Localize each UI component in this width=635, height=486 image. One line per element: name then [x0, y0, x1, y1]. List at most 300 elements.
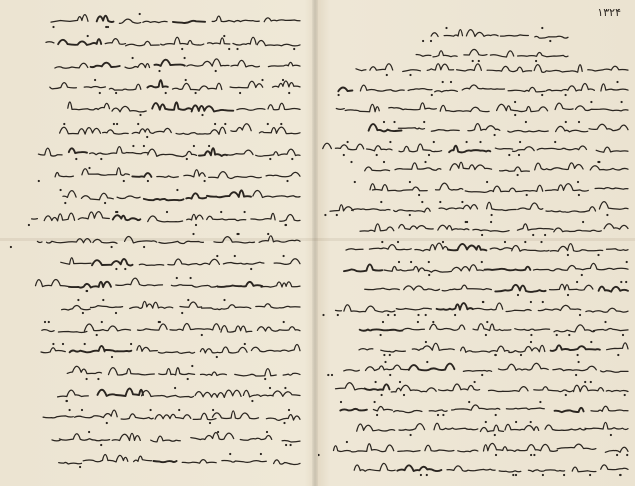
diacritic-dot: [214, 123, 216, 125]
diacritic-dot: [124, 268, 126, 270]
handwriting-stroke: [50, 83, 77, 89]
diacritic-dot: [512, 474, 514, 476]
diacritic-dot: [380, 334, 382, 336]
handwriting-stroke: [473, 324, 511, 331]
handwriting-stroke: [235, 369, 276, 376]
diacritic-dot: [420, 474, 422, 476]
handwriting-stroke: [506, 408, 544, 409]
handwriting-stroke: [257, 41, 300, 46]
diacritic-dot: [184, 57, 186, 59]
diacritic-dot: [322, 314, 324, 316]
diacritic-dot: [318, 454, 320, 456]
diacritic-dot: [116, 211, 118, 213]
handwriting-stroke: [98, 388, 144, 396]
handwriting-stroke: [134, 456, 152, 461]
diacritic-dot: [251, 400, 253, 402]
handwriting-stroke: [223, 262, 264, 264]
handwriting-stroke: [366, 365, 409, 370]
diacritic-dot: [530, 454, 532, 456]
handwriting-stroke: [591, 406, 628, 411]
diacritic-dot: [606, 214, 608, 216]
handwriting-stroke: [601, 371, 629, 372]
handwriting-stroke: [607, 343, 628, 350]
diacritic-dot: [381, 241, 383, 243]
handwriting-stroke: [231, 124, 251, 132]
handwriting-stroke: [489, 387, 529, 392]
diacritic-dot: [340, 401, 342, 403]
handwriting-stroke: [266, 172, 300, 176]
handwriting-stroke: [534, 265, 583, 270]
diacritic-dot: [99, 92, 101, 94]
diacritic-dot: [102, 299, 104, 301]
handwriting-stroke: [230, 81, 263, 88]
diacritic-dot: [582, 221, 584, 223]
diacritic-dot: [482, 301, 484, 303]
handwriting-stroke: [83, 454, 128, 461]
diacritic-dot: [590, 101, 592, 103]
handwriting-stroke: [554, 228, 602, 232]
diacritic-dot: [589, 474, 591, 476]
handwriting-stroke: [41, 348, 65, 353]
handwriting-stroke: [500, 35, 528, 36]
diacritic-dot: [563, 474, 565, 476]
diacritic-dot: [626, 454, 628, 456]
diacritic-dot: [158, 321, 160, 323]
diacritic-dot: [220, 211, 222, 213]
handwriting-stroke: [344, 370, 360, 371]
diacritic-dot: [590, 341, 592, 343]
handwriting-stroke: [551, 345, 600, 351]
diacritic-dot: [123, 180, 125, 182]
handwriting-stroke: [506, 310, 531, 312]
handwriting-stroke: [466, 30, 498, 37]
diacritic-dot: [193, 145, 195, 147]
handwriting-stroke: [240, 436, 271, 441]
diacritic-dot: [535, 60, 537, 62]
diacritic-dot: [158, 70, 160, 72]
handwriting-stroke: [52, 440, 60, 441]
diacritic-dot: [115, 312, 117, 314]
handwriting-stroke: [202, 305, 251, 310]
diacritic-dot: [139, 114, 141, 116]
handwriting-stroke: [84, 87, 105, 88]
diacritic-dot: [267, 233, 269, 235]
diacritic-dot: [576, 281, 578, 283]
handwriting-stroke: [60, 127, 101, 134]
left-page: [0, 0, 312, 486]
handwriting-stroke: [537, 146, 586, 150]
diacritic-dot: [399, 381, 401, 383]
handwriting-stroke: [399, 424, 425, 431]
handwriting-stroke: [336, 383, 365, 390]
diacritic-dot: [52, 26, 54, 28]
diacritic-dot: [442, 414, 444, 416]
diacritic-dot: [66, 400, 68, 402]
diacritic-dot: [293, 48, 295, 50]
handwriting-stroke: [546, 207, 596, 213]
diacritic-dot: [48, 321, 50, 323]
handwriting-stroke: [607, 249, 629, 251]
diacritic-dot: [620, 281, 622, 283]
diacritic-dot: [616, 81, 618, 83]
handwriting-stroke: [207, 216, 246, 220]
handwriting-stroke: [418, 268, 451, 272]
handwriting-stroke: [261, 282, 300, 287]
handwriting-stroke: [228, 150, 254, 155]
diacritic-dot: [565, 121, 567, 123]
handwriting-stroke: [112, 433, 140, 440]
handwriting-stroke: [473, 303, 503, 310]
handwriting-stroke: [105, 39, 125, 45]
diacritic-dot: [104, 202, 106, 204]
handwriting-stroke: [546, 83, 594, 91]
diacritic-dot: [261, 79, 263, 81]
diacritic-dot: [100, 158, 102, 160]
handwriting-stroke: [599, 287, 628, 292]
handwriting-stroke: [397, 465, 441, 471]
diacritic-dot: [82, 312, 84, 314]
handwriting-stroke: [55, 63, 88, 68]
handwriting-stroke: [58, 390, 89, 397]
handwriting-stroke: [585, 422, 628, 429]
diacritic-dot: [481, 261, 483, 263]
diacritic-dot: [191, 365, 193, 367]
diacritic-dot: [291, 158, 293, 160]
diacritic-dot: [338, 94, 340, 96]
diacritic-dot: [185, 79, 187, 81]
handwriting-stroke: [365, 288, 400, 289]
handwriting-stroke: [447, 466, 495, 471]
handwriting-stroke: [545, 425, 586, 430]
handwriting-stroke: [370, 64, 393, 70]
diacritic-dot: [354, 181, 356, 183]
diacritic-dot: [63, 123, 65, 125]
handwriting-stroke: [493, 185, 543, 191]
diacritic-dot: [491, 214, 493, 216]
handwriting-stroke: [394, 410, 422, 412]
left-page-lines: [10, 13, 300, 468]
diacritic-dot: [115, 92, 117, 94]
diacritic-dot: [174, 387, 176, 389]
handwriting-stroke: [340, 409, 367, 411]
handwriting-stroke: [158, 352, 194, 354]
diacritic-dot: [100, 444, 102, 446]
diacritic-dot: [38, 180, 40, 182]
handwriting-stroke: [457, 64, 482, 71]
handwriting-stroke: [430, 324, 465, 330]
diacritic-dot: [520, 354, 522, 356]
diacritic-dot: [622, 334, 624, 336]
diacritic-dot: [610, 434, 612, 436]
diacritic-dot: [624, 394, 626, 396]
diacritic-dot: [425, 314, 427, 316]
handwriting-stroke: [360, 329, 403, 330]
handwriting-stroke: [51, 15, 88, 23]
handwriting-stroke: [517, 224, 553, 230]
handwriting-stroke: [151, 436, 181, 442]
handwriting-stroke: [68, 102, 110, 110]
handwriting-stroke: [438, 225, 469, 230]
diacritic-dot: [410, 261, 412, 263]
handwriting-stroke: [256, 304, 300, 308]
handwriting-stroke: [605, 447, 628, 452]
handwriting-stroke: [38, 148, 62, 156]
handwriting-stroke: [251, 213, 275, 220]
diacritic-dot: [450, 81, 452, 83]
handwriting-stroke: [231, 60, 259, 67]
diacritic-dot: [598, 161, 600, 163]
handwriting-stroke: [137, 346, 157, 352]
handwriting-stroke: [147, 80, 167, 87]
diacritic-dot: [494, 354, 496, 356]
diacritic-dot: [132, 145, 134, 147]
handwriting-stroke: [512, 245, 549, 251]
diacritic-dot: [64, 202, 66, 204]
diacritic-dot: [417, 314, 419, 316]
handwriting-stroke: [259, 236, 300, 242]
diacritic-dot: [426, 474, 428, 476]
handwriting-stroke: [186, 193, 206, 198]
handwriting-stroke: [606, 390, 628, 391]
diacritic-dot: [519, 141, 521, 143]
diacritic-dot: [556, 334, 558, 336]
diacritic-dot: [445, 27, 447, 29]
handwriting-stroke: [555, 408, 584, 412]
diacritic-dot: [284, 387, 286, 389]
header-date: ۱۳۲۴: [597, 6, 621, 19]
left-page-handwriting: [0, 0, 312, 486]
diacritic-dot: [204, 180, 206, 182]
handwriting-stroke: [334, 446, 351, 452]
handwriting-stroke: [398, 451, 420, 452]
handwriting-stroke: [429, 410, 447, 411]
diacritic-dot: [486, 321, 488, 323]
diacritic-dot: [517, 294, 519, 296]
handwriting-stroke: [439, 384, 480, 391]
handwriting-stroke: [139, 264, 163, 265]
handwriting-stroke: [44, 213, 74, 221]
handwriting-stroke: [243, 390, 273, 397]
diacritic-dot: [541, 94, 543, 96]
handwriting-stroke: [221, 326, 252, 333]
diacritic-dot: [234, 255, 236, 257]
diacritic-dot: [269, 158, 271, 160]
handwriting-stroke: [335, 144, 363, 150]
diacritic-dot: [495, 414, 497, 416]
diacritic-dot: [524, 241, 526, 243]
diacritic-dot: [544, 234, 546, 236]
handwriting-stroke: [148, 216, 183, 222]
diacritic-dot: [282, 79, 284, 81]
handwriting-stroke: [142, 391, 194, 398]
diacritic-dot: [236, 48, 238, 50]
diacritic-dot: [384, 361, 386, 363]
diacritic-dot: [286, 180, 288, 182]
handwriting-stroke: [601, 465, 628, 470]
diacritic-dot: [343, 154, 345, 156]
handwriting-stroke: [465, 191, 493, 193]
handwriting-stroke: [408, 89, 432, 91]
right-page: [318, 0, 635, 486]
handwriting-stroke: [365, 167, 390, 171]
handwriting-stroke: [78, 212, 109, 220]
handwriting-stroke: [508, 87, 545, 91]
handwriting-stroke: [346, 249, 363, 250]
diacritic-dot: [433, 141, 435, 143]
diacritic-dot: [617, 354, 619, 356]
diacritic-dot: [565, 394, 567, 396]
diacritic-dot: [176, 189, 178, 191]
handwriting-stroke: [463, 371, 491, 372]
diacritic-dot: [106, 422, 108, 424]
diacritic-dot: [132, 57, 134, 59]
diacritic-dot: [442, 241, 444, 243]
diacritic-dot: [111, 356, 113, 358]
diacritic-dot: [375, 381, 377, 383]
diacritic-dot: [187, 378, 189, 380]
diacritic-dot: [176, 277, 178, 279]
diacritic-dot: [143, 246, 145, 248]
diacritic-dot: [530, 301, 532, 303]
handwriting-stroke: [509, 345, 545, 352]
handwriting-stroke: [434, 423, 478, 430]
handwriting-stroke: [409, 364, 455, 371]
diacritic-dot: [421, 201, 423, 203]
diacritic-dot: [327, 374, 329, 376]
diacritic-dot: [517, 174, 519, 176]
diacritic-dot: [269, 387, 271, 389]
handwriting-stroke: [403, 70, 421, 72]
diacritic-dot: [146, 136, 148, 138]
handwriting-stroke: [433, 51, 457, 57]
handwriting-stroke: [264, 18, 300, 22]
handwriting-stroke: [152, 102, 191, 109]
diacritic-dot: [472, 60, 474, 62]
handwriting-stroke: [113, 215, 141, 220]
diacritic-dot: [288, 92, 290, 94]
diacritic-dot: [223, 299, 225, 301]
diacritic-dot: [383, 121, 385, 123]
handwriting-stroke: [535, 36, 568, 38]
handwriting-stroke: [37, 241, 42, 242]
diacritic-dot: [485, 334, 487, 336]
handwriting-stroke: [452, 405, 500, 410]
diacritic-dot: [187, 299, 189, 301]
handwriting-stroke: [508, 130, 548, 132]
handwriting-stroke: [105, 350, 131, 351]
handwriting-stroke: [109, 147, 148, 154]
handwriting-stroke: [389, 103, 437, 110]
diacritic-dot: [474, 381, 476, 383]
diacritic-dot: [461, 201, 463, 203]
diacritic-dot: [201, 114, 203, 116]
handwriting-stroke: [112, 106, 146, 112]
handwriting-stroke: [199, 148, 227, 156]
diacritic-dot: [530, 421, 532, 423]
handwriting-stroke: [173, 83, 222, 90]
handwriting-stroke: [442, 285, 491, 291]
diacritic-dot: [381, 394, 383, 396]
handwriting-stroke: [589, 124, 628, 130]
diacritic-dot: [178, 409, 180, 411]
handwriting-stroke: [109, 84, 140, 90]
diacritic-dot: [409, 214, 411, 216]
handwriting-stroke: [42, 330, 54, 332]
diacritic-dot: [625, 281, 627, 283]
diacritic-dot: [229, 453, 231, 455]
handwriting-stroke: [132, 128, 171, 133]
diacritic-dot: [137, 123, 139, 125]
diacritic-dot: [337, 314, 339, 316]
diacritic-dot: [418, 194, 420, 196]
handwriting-stroke: [487, 66, 531, 71]
handwriting-stroke: [117, 196, 140, 198]
diacritic-dot: [376, 414, 378, 416]
diacritic-dot: [107, 26, 109, 28]
diacritic-dot: [288, 409, 290, 411]
diacritic-dot: [579, 314, 581, 316]
diacritic-dot: [224, 123, 226, 125]
handwriting-stroke: [396, 308, 431, 310]
diacritic-dot: [77, 299, 79, 301]
handwriting-stroke: [461, 346, 510, 352]
handwriting-stroke: [450, 162, 492, 170]
diacritic-dot: [267, 123, 269, 125]
handwriting-stroke: [251, 345, 300, 352]
handwriting-stroke: [545, 184, 588, 191]
diacritic-dot: [139, 13, 141, 15]
diacritic-dot: [597, 254, 599, 256]
diacritic-dot: [86, 378, 88, 380]
handwriting-stroke: [282, 440, 300, 442]
handwriting-stroke: [604, 224, 628, 229]
handwriting-stroke: [125, 236, 157, 242]
handwriting-stroke: [437, 303, 473, 310]
diacritic-dot: [542, 474, 544, 476]
handwriting-stroke: [180, 302, 202, 307]
diacritic-dot: [260, 453, 262, 455]
diacritic-dot: [567, 254, 569, 256]
diacritic-dot: [113, 123, 115, 125]
diacritic-dot: [111, 246, 113, 248]
diacritic-dot: [81, 409, 83, 411]
handwriting-stroke: [59, 434, 109, 441]
handwriting-stroke: [274, 259, 300, 265]
handwriting-stroke: [485, 267, 531, 271]
handwriting-stroke: [159, 241, 204, 243]
diacritic-dot: [389, 354, 391, 356]
handwriting-stroke: [208, 38, 230, 44]
diacritic-dot: [549, 40, 551, 42]
diacritic-dot: [515, 474, 517, 476]
diacritic-dot: [479, 141, 481, 143]
handwriting-stroke: [556, 126, 588, 131]
handwriting-stroke: [84, 324, 130, 331]
handwriting-stroke: [436, 183, 463, 190]
handwriting-stroke: [550, 244, 603, 252]
handwriting-stroke: [473, 229, 509, 231]
diacritic-dot: [383, 354, 385, 356]
handwriting-stroke: [58, 39, 101, 45]
diacritic-dot: [79, 466, 81, 468]
handwriting-stroke: [253, 191, 300, 198]
diacritic-dot: [116, 123, 118, 125]
diacritic-dot: [147, 180, 149, 182]
diacritic-dot: [346, 441, 348, 443]
diacritic-dot: [514, 114, 516, 116]
handwriting-stroke: [69, 282, 111, 288]
handwriting-stroke: [399, 144, 442, 152]
